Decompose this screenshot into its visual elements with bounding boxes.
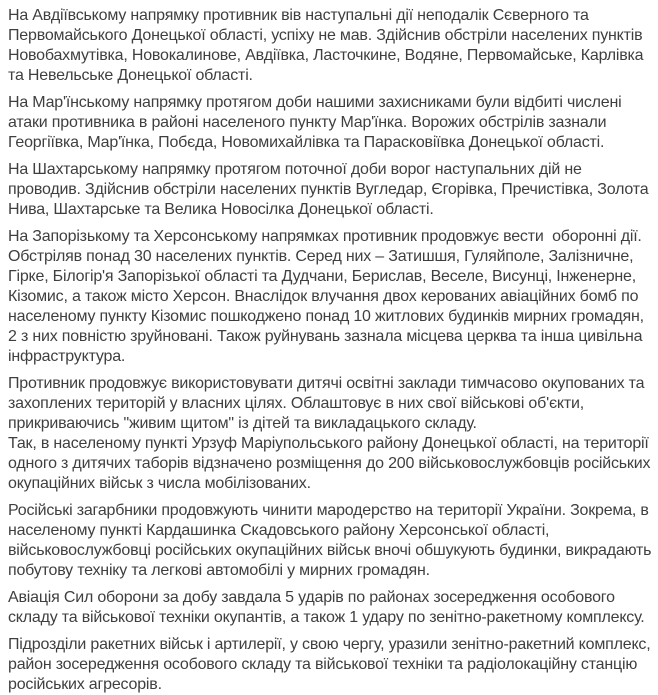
paragraph-education-facilities: Противник продовжує використовувати дитячі освітні заклади тимчасово окупованих та захоплених територій у власних цілях. Облаштовує в них свої військові об'єкти, прикриваючись "живим щитом" із дітей та викладацького складу. <box>8 375 649 432</box>
paragraph-aviation-strikes: Авіація Сил оборони за добу завдала 5 ударів по районах зосередження особового складу та військової техніки окупантів, а також 1 удару по зенітно-ракетному комплексу. <box>8 589 645 626</box>
paragraph-marinka-direction: На Мар'їнському напрямку протягом доби нашими захисниками були відбиті числені атаки противника в районі населеного пункту Мар'їнка. Ворожих обстрілів зазнали Георгіївка, Мар'їнка, Побєда, Новомихайлівка та Парасковіївка Донецької області. <box>8 94 626 151</box>
paragraph-avdiivka-direction: На Авдіївському напрямку противник вів наступальні дії неподалік Сєверного та Первомайського Донецької області, успіху не мав. Здійснив обстріли населених пунктів Новобахмутівка, Новокалинове, Авдіївка, Ласточкине, Водяне, Первомайське, Карлівка та Невельське Донецької області. <box>8 7 648 84</box>
paragraph-urzuf-camp: Так, в населеному пункті Урзуф Маріупольського району Донецької області, на території одного з дитячих таборів відзначено розміщення до 200 військовослужбовців російських окупаційних військ з числа мобілізованих. <box>8 435 655 492</box>
paragraph-shakhtarsk-direction: На Шахтарському напрямку протягом поточної доби ворог наступальних дій не проводив. Здійснив обстріли населених пунктів Вугледар, Єгорівка, Пречистівка, Золота Нива, Шахтарське та Велика Новосілка Донецької області. <box>8 161 653 218</box>
paragraph-looting: Російські загарбники продовжують чинити мародерство на території України. Зокрема, в населеному пункті Кардашинка Скадовського району Херсонської області, військовослужбовці російських окупаційних військ вночі обшукують будинки, викрадають побутову техніку та легкові автомобілі у мирних громадян. <box>8 502 656 579</box>
paragraph-missile-artillery: Підрозділи ракетних військ і артилерії, у свою чергу, уразили зенітно-ракетний комплекс, район зосередження особового складу та військової техніки та радіолокаційну станцію російських агресорів. <box>8 636 655 693</box>
paragraph-zaporizhzhia-kherson: На Запорізькому та Херсонському напрямках противник продовжує вести оборонні дії. Обстріляв понад 30 населених пунктів. Серед них – Затишшя, Гуляйполе, Залізничне, Гірке, Білогір'я Запорізької області та Дудчани, Берислав, Веселе, Висунці, Інженерне, Кізомис, а також місто Херсон. Внаслідок влучання двох керованих авіаційних бомб по населеному пункту Кізомис пошкоджено понад 10 житлових будинків мирних громадян, 2 з них повністю зруйновані. Також руйнувань зазнала місцева церква та інша цивільна інфраструктура. <box>8 228 649 365</box>
